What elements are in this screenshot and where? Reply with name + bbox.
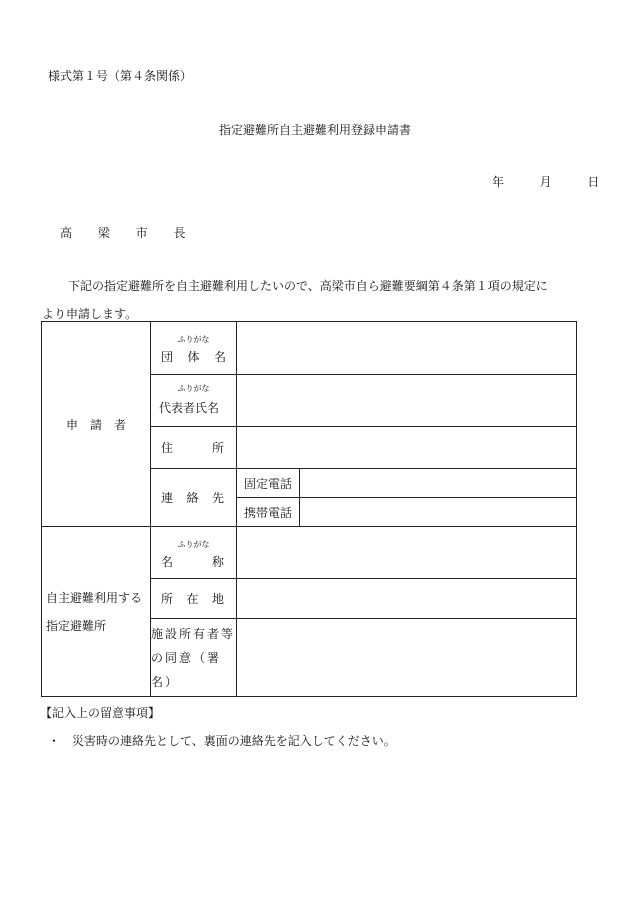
org-furigana-label: ふりがな [177,335,210,344]
applicant-section-label: 申 請 者 [42,322,151,527]
rep-name-label: 代表者氏名 [159,400,220,415]
rep-name-field[interactable] [237,375,577,427]
mobile-field[interactable] [300,498,577,527]
mobile-label: 携帯電話 [237,498,300,527]
application-form-table [41,321,577,697]
shelter-location-label: 所 在 地 [161,592,224,606]
org-name-label-cell [151,322,237,375]
shelter-location-label-cell [151,579,237,619]
shelter-name-label-cell [151,527,237,579]
owner-consent-label: 施設所有者等の同意（署名） [151,619,237,697]
date-line [492,173,599,190]
contact-label-cell [151,469,237,527]
date-day-label: 日 [587,175,600,189]
date-year-label: 年 [492,175,505,189]
addressee: 高 梁 市 長 [60,226,197,240]
address-label-cell [151,427,237,469]
notes-heading: 【記入上の留意事項】 [40,706,161,720]
document-title: 指定避難所自主避難利用登録申請書 [218,123,411,137]
landline-label: 固定電話 [237,469,300,498]
date-month-label: 月 [539,175,552,189]
contact-label: 連 絡 先 [161,491,224,505]
shelter-name-label: 名 称 [161,554,224,569]
address-label: 住 所 [161,441,224,455]
shelter-name-field[interactable] [237,527,577,579]
org-name-field[interactable] [237,322,577,375]
landline-field[interactable] [300,469,577,498]
note-item: ・ 災害時の連絡先として、裏面の連絡先を記入してください。 [48,734,396,748]
address-field[interactable] [237,427,577,469]
row-shelter-name [42,527,577,579]
body-text-line-1: 下記の指定避難所を自主避難利用したいので、高梁市自ら避難要綱第４条第１項の規定に [68,279,548,293]
org-name-label: 団 体 名 [161,350,226,364]
rep-name-label-cell [151,375,237,427]
body-text-line-2: より申請します。 [42,307,138,321]
shelter-furigana-label: ふりがな [177,539,210,549]
row-org-name [42,322,577,375]
body-text [42,272,590,328]
shelter-location-field[interactable] [237,579,577,619]
owner-consent-field[interactable] [237,619,577,697]
shelter-section-label: 自主避難利用する指定避難所 [42,527,151,697]
form-number: 様式第１号（第４条関係） [48,69,193,83]
rep-furigana-label: ふりがな [177,383,210,393]
